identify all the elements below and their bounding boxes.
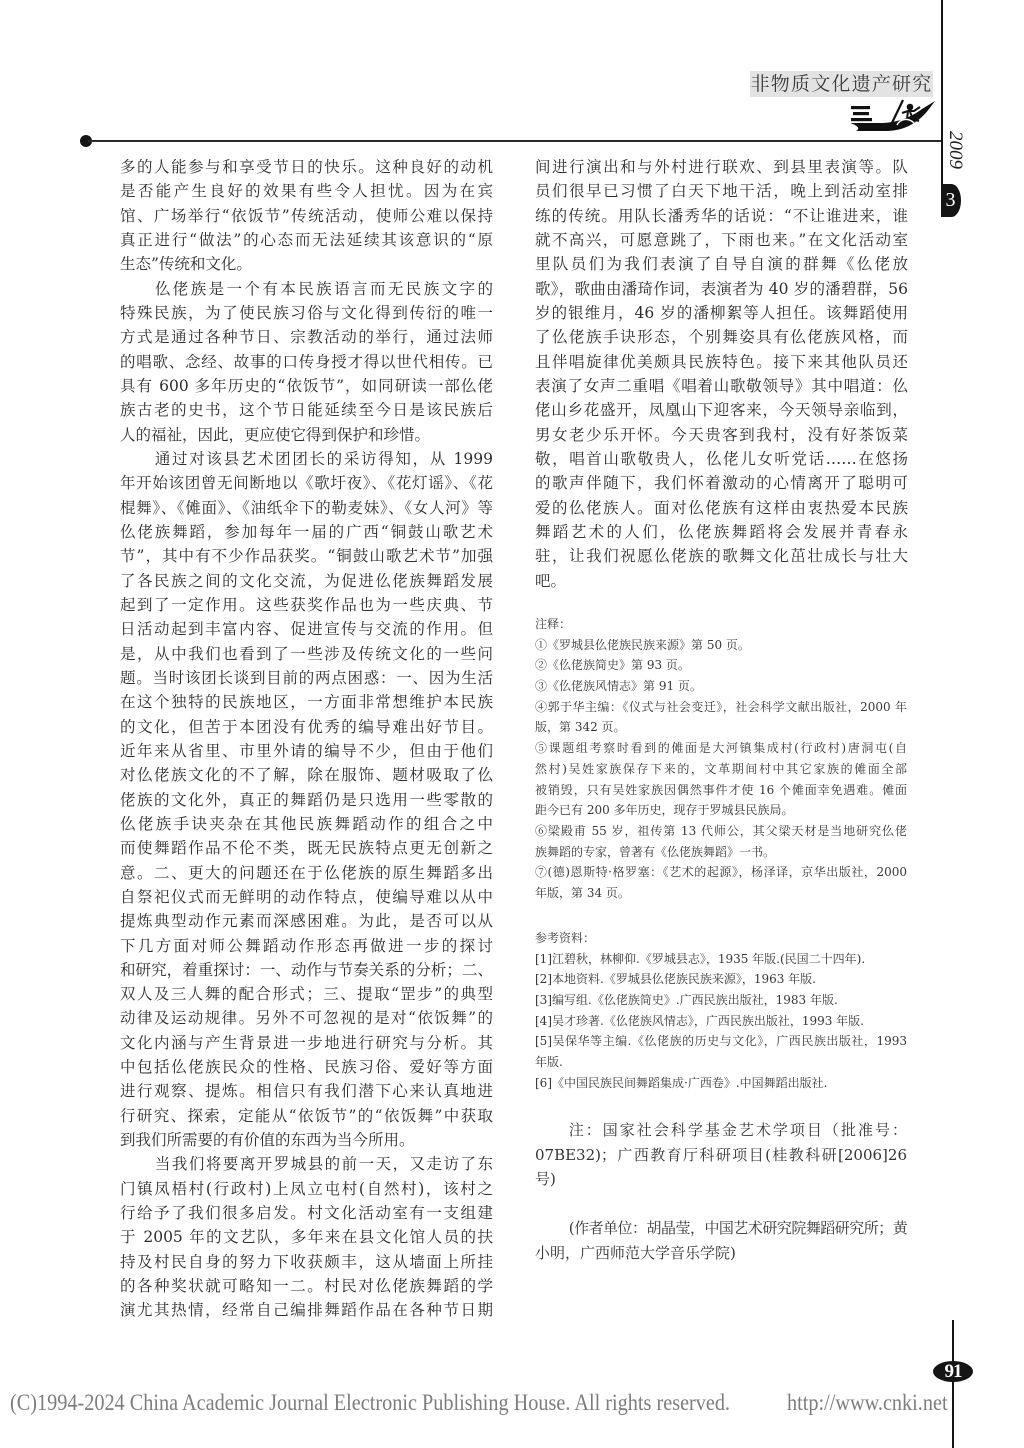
text-line: 对仫佬族文化的不了解，除在服饰、题材吸取了仫 — [120, 766, 493, 785]
text-line: 真正进行“做法”的心态而无法延续其该意识的“原 — [120, 230, 493, 249]
text-line: 意。二、更大的问题还在于仫佬族的原生舞蹈多出 — [120, 863, 493, 882]
text-line: 仫佬族手诀夹杂在其他民族舞蹈动作的组合之中 — [120, 814, 493, 833]
text-line: [3]编写组.《仫佬族简史》.广西民族出版社，1983 年版. — [535, 993, 838, 1008]
copyright-notice: (C)1994-2024 China Academic Journal Electronic Publishing House. All rights reserved. — [10, 1390, 731, 1415]
references-heading: 参考资料： — [535, 931, 596, 945]
reference-item — [535, 1031, 907, 1072]
margin-rule-bottom — [952, 1320, 954, 1448]
body-column-right — [535, 155, 908, 593]
text-line: 表演了女声二重唱《唱着山歌敬领导》其中唱道：仫 — [535, 376, 908, 395]
text-line: 题。当时该团长谈到目前的两点困惑：一、因为生活 — [120, 668, 493, 687]
text-line: 就不高兴，可愿意跳了，下雨也来。”在文化活动室 — [535, 230, 908, 249]
paragraph — [120, 277, 493, 447]
page-number-badge — [933, 1361, 973, 1382]
text-line: 馆、广场举行“依饭节”传统活动，使师公难以保持 — [120, 206, 493, 225]
text-line: [4]吴才珍著.《仫佬族风情志》，广西民族出版社，1993 年版. — [535, 1013, 864, 1028]
author-affiliation — [535, 1216, 907, 1265]
issue-number: 3 — [945, 189, 956, 211]
text-line: 通过对该县艺术团团长的采访得知，从 1999 — [154, 449, 493, 468]
text-line: 年开始该团曾无间断地以《歌圩夜》、《花灯谣》、《花 — [120, 474, 493, 493]
text-line: ③《仫佬族风情志》第 91 页。 — [535, 679, 702, 694]
text-line: 年版. — [535, 1055, 563, 1070]
annotation-item — [535, 738, 907, 821]
text-line: 员们很早已习惯了白天下地干活，晚上到活动室排 — [535, 182, 908, 201]
text-line: 门镇凤梧村(行政村)上凤立屯村(自然村)，该村之 — [120, 1179, 493, 1198]
text-line: 族舞蹈的专家，曾著有《仫佬族舞蹈》一书。 — [535, 844, 776, 859]
text-line: 生态”传统和文化。 — [120, 255, 252, 274]
text-line: 是，从中我们也看到了一些涉及传统文化的一些问 — [120, 644, 493, 663]
text-line: 棍舞》、《傩面》、《油纸伞下的勒麦妹》、《女人河》等 — [120, 498, 493, 517]
text-line: 了仫佬族手诀形态，个别舞姿具有仫佬族风格，而 — [535, 328, 908, 347]
text-line: 的文化，但苦于本团没有优秀的编导难出好节目。 — [120, 717, 493, 736]
text-line: 的各种奖状就可略知一二。村民对仫佬族舞蹈的学 — [120, 1277, 493, 1296]
text-line: 人的福祉，因此，更应使它得到保护和珍惜。 — [120, 425, 431, 444]
text-line: 歌》，歌曲由潘琦作词，表演者为 40 岁的潘碧群，56 — [535, 279, 908, 298]
text-line: 双人及三人舞的配合形式；三、提取“罡步”的典型 — [120, 985, 493, 1004]
text-line: 驻，让我们祝愿仫佬族的歌舞文化茁壮成长与壮大 — [535, 547, 908, 566]
dancer-boat-logo-icon — [850, 99, 936, 133]
text-line: 多的人能参与和享受节日的快乐。这种良好的动机 — [120, 158, 493, 176]
annotation-item — [535, 676, 907, 697]
text-line: 自祭祀仪式而无鲜明的动作特点，使编导难以从中 — [120, 887, 493, 906]
text-line: ①《罗城县仫佬族民族来源》第 50 页。 — [535, 637, 750, 652]
text-line: [6]《中国民族民间舞蹈集成·广西卷》.中国舞蹈出版社. — [535, 1075, 828, 1090]
text-line: 持及村民自身的努力下收获颇丰，这从墙面上所挂 — [120, 1252, 493, 1271]
reference-item — [535, 1073, 907, 1094]
text-line: [5]吴保华等主编.《仫佬族的历史与文化》，广西民族出版社，1993 — [535, 1034, 907, 1049]
section-title: 非物质文化遗产研究 — [750, 73, 933, 95]
text-line: ④郭于华主编：《仪式与社会变迁》，社会科学文献出版社，2000 年 — [535, 699, 907, 714]
text-line: 仫佬族舞蹈，参加每年一届的广西“铜鼓山歌艺术 — [120, 522, 493, 541]
text-line: 具有 600 多年历史的“依饭节”，如同研读一部仫佬 — [120, 376, 493, 395]
references-section — [535, 928, 907, 1094]
text-line: 小明，广西师范大学音乐学院) — [535, 1243, 736, 1262]
text-line: 提炼典型动作元素而深感困难。为此，是否可以从 — [120, 912, 493, 931]
text-line: 到我们所需要的有价值的东西为当今所用。 — [120, 1131, 415, 1150]
references-list — [535, 949, 907, 1094]
text-line: ⑤课题组考察时看到的傩面是大河镇集成村(行政村)唐洞屯(自 — [535, 741, 907, 756]
annotation-item — [535, 821, 907, 862]
paragraph — [120, 447, 493, 1153]
text-line: 方式是通过各种节日、宗教活动的举行，通过法师 — [120, 328, 493, 347]
text-line: 里队员们为我们表演了自导自演的群舞《仫佬放 — [535, 255, 908, 274]
text-line: 且伴唱旋律优美颇具民族特色。接下来其他队员还 — [535, 352, 908, 371]
text-line: 文化内涵与产生背景进一步地进行研究与分析。其 — [120, 1033, 493, 1052]
annotations-section — [535, 614, 907, 904]
annotation-item — [535, 862, 907, 903]
text-line: 舞蹈艺术的人们，仫佬族舞蹈将会发展并青春永 — [535, 522, 908, 541]
text-line: 节”，其中有不少作品获奖。“铜鼓山歌艺术节”加强 — [120, 547, 493, 566]
text-line: 距今已有 200 多年历史，现存于罗城县民族局。 — [535, 803, 794, 818]
text-line: [2]本地资料.《罗城县仫佬族民族来源》，1963 年版. — [535, 972, 816, 987]
text-line: 了各民族之间的文化交流，为促进仫佬族舞蹈发展 — [120, 571, 493, 590]
text-line: 是否能产生良好的效果有些令人担忧。因为在宾 — [120, 182, 493, 201]
text-line: 于 2005 年的文艺队，多年来在县文化馆人员的扶 — [120, 1228, 493, 1247]
text-line: 练的传统。用队长潘秀华的话说：“不让谁进来，谁 — [535, 206, 908, 225]
text-line: 的歌声伴随下，我们怀着激动的心情离开了聪明可 — [535, 474, 908, 493]
reference-item — [535, 969, 907, 990]
text-line: 吧。 — [535, 571, 567, 590]
text-line: 和研究，着重探讨：一、动作与节奏关系的分析；二、 — [120, 960, 493, 979]
text-line: 日活动起到丰富内容、促进宣传与交流的作用。但 — [120, 620, 493, 639]
text-line: 动律及运动规律。另外不可忽视的是对“依饭舞”的 — [120, 1009, 493, 1028]
text-line: 佬山乡花盛开，凤凰山下迎客来，今天领导亲临到， — [535, 401, 908, 420]
text-line: 近年来从省里、市里外请的编导不少，但由于他们 — [120, 741, 493, 760]
text-line: 爱的仫佬族人。面对仫佬族有这样由衷热爱本民族 — [535, 498, 908, 517]
author-paragraph — [535, 1216, 907, 1265]
text-line: 07BE32)；广西教育厅科研项目(桂教科研[2006]26 — [535, 1145, 907, 1164]
text-line: 敬，唱首山歌敬贵人，仫佬儿女听党话……在悠扬 — [535, 449, 908, 468]
issue-number-badge — [942, 184, 961, 217]
text-line: 男女老少乐开怀。今天贵客到我村，没有好茶饭菜 — [535, 425, 908, 444]
text-line: 下几方面对师公舞蹈动作形态再做进一步的探讨 — [120, 936, 493, 955]
text-line: 族古老的史书，这个节日能延续至今日是该民族后 — [120, 401, 493, 420]
text-line: 岁的银维月，46 岁的潘柳絮等人担任。该舞蹈使用 — [535, 303, 908, 322]
text-line: ⑦(德)恩斯特·格罗塞：《艺术的起源》，杨泽译，京华出版社，2000 — [535, 865, 907, 880]
text-line: 进行观察、提炼。相信只有我们潜下心来认真地进 — [120, 1082, 493, 1101]
text-line: 被销毁，只有吴姓家族因偶然事件才使 16 个傩面幸免遇难。傩面 — [535, 782, 907, 797]
funding-paragraph — [535, 1118, 907, 1192]
paragraph — [120, 1152, 493, 1322]
annotation-item — [535, 655, 907, 676]
text-line: 特殊民族，为了使民族习俗与文化得到传衍的唯一 — [120, 303, 493, 322]
text-line: 行给予了我们很多启发。村文化活动室有一支组建 — [120, 1204, 493, 1223]
text-line: 在这个独特的民族地区，一方面非常想维护本民族 — [120, 693, 493, 712]
page-number: 91 — [944, 1361, 962, 1382]
text-line: 然村)吴姓家族保存下来的，文革期间村中其它家族的傩面全部 — [535, 761, 907, 776]
paragraph — [120, 155, 493, 277]
annotations-heading: 注释： — [535, 617, 572, 631]
reference-item — [535, 990, 907, 1011]
text-line: 起到了一定作用。这些获奖作品也为一些庆典、节 — [120, 595, 493, 614]
text-line: 演尤其热情，经常自己编排舞蹈作品在各种节日期 — [120, 1301, 493, 1320]
text-line: 版，第 342 页。 — [535, 720, 626, 735]
issue-year: 2009 — [945, 131, 966, 169]
reference-item — [535, 949, 907, 970]
annotations-list — [535, 635, 907, 904]
annotation-item — [535, 635, 907, 656]
text-line: 行研究、探索，定能从“依饭节”的“依饭舞”中获取 — [120, 1106, 493, 1125]
paragraph — [535, 155, 908, 593]
text-line: ⑥梁殿甫 55 岁，祖传第 13 代师公，其父梁天材是当地研究仫佬 — [535, 823, 907, 838]
text-line: 年版，第 34 页。 — [535, 885, 630, 900]
text-line: [1]江碧秋，林柳仰.《罗城县志》，1935 年版.(民国二十四年). — [535, 951, 866, 966]
text-line: 当我们将要离开罗城县的前一天，又走访了东 — [154, 1155, 493, 1174]
text-line: 的唱歌、念经、故事的口传身授才得以世代相传。已 — [120, 352, 493, 371]
text-line: ②《仫佬族简史》第 93 页。 — [535, 658, 690, 673]
body-column-left — [120, 155, 493, 1323]
text-line: 而使舞蹈作品不伦不类，既无民族特点更无创新之 — [120, 839, 493, 858]
text-line: 中包括仫佬族民众的性格、民族习俗、爱好等方面 — [120, 1058, 493, 1077]
text-line: 注：国家社会科学基金艺术学项目（批准号： — [568, 1121, 907, 1139]
reference-item — [535, 1011, 907, 1032]
text-line: 间进行演出和与外村进行联欢、到县里表演等。队 — [535, 158, 908, 176]
text-line: 号) — [535, 1170, 556, 1188]
text-line: (作者单位：胡晶莹，中国艺术研究院舞蹈研究所；黄 — [568, 1219, 907, 1237]
header-rule — [88, 140, 942, 142]
text-line: 佬族的文化外，真正的舞蹈仍是只选用一些零散的 — [120, 790, 493, 809]
cnki-link[interactable]: http://www.cnki.net — [787, 1390, 948, 1415]
funding-note — [535, 1118, 907, 1192]
text-line: 仫佬族是一个有本民族语言而无民族文字的 — [154, 279, 493, 298]
annotation-item — [535, 697, 907, 738]
